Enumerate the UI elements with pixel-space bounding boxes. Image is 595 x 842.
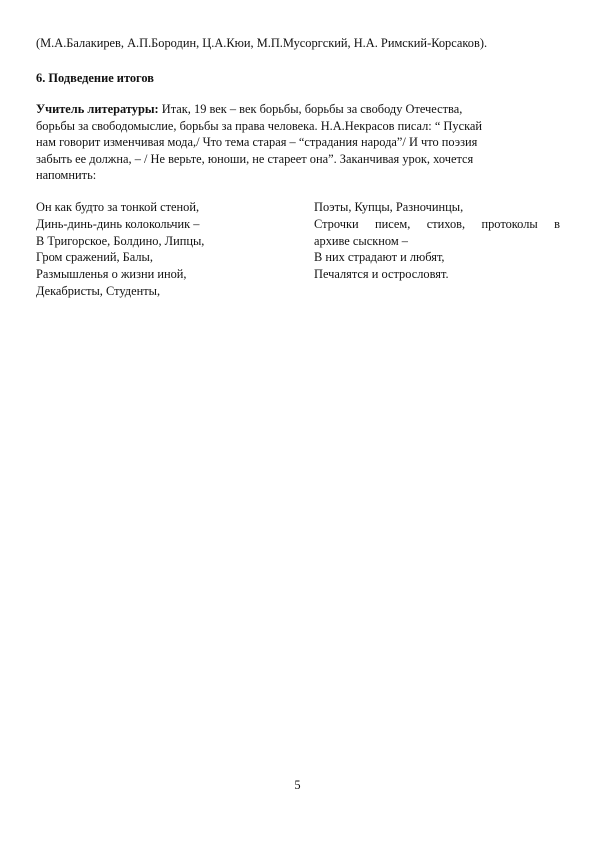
poem-left-line-2: Динь-динь-динь колокольчик –	[36, 216, 200, 231]
poem-right-column	[314, 199, 560, 283]
poem-word: протоколы	[481, 216, 538, 231]
poem-left-line-3: В Тригорское, Болдино, Липцы,	[36, 233, 205, 248]
poem-word: писем,	[374, 216, 411, 231]
poem-left-line-5: Размышленья о жизни иной,	[36, 267, 187, 282]
paragraph-line-2: борьбы за свободомыслие, борьбы за права человека. Н.А.Некрасов писал: “ Пускай	[36, 118, 483, 133]
poem-word: в	[554, 216, 560, 231]
poem-word: Строчки	[314, 216, 359, 231]
poem-right-line-3: архиве сыскном –	[314, 233, 408, 248]
poem-left-line-1: Он как будто за тонкой стеной,	[36, 200, 200, 214]
poem-right-line-1: Поэты, Купцы, Разночинцы,	[314, 200, 464, 214]
speaker-label: Учитель литературы:	[36, 102, 159, 116]
poem-left-line-4: Гром сражений, Балы,	[36, 250, 153, 265]
poem-left-column	[36, 199, 276, 300]
paragraph-line-4: забыть ее должна, – / Не верьте, юноши, не стареет она”. Заканчивая урок, хочется	[36, 151, 474, 166]
paragraph-line-3: нам говорит изменчивая мода,/ Что тема старая – “страдания народа”/ И что поэзия	[36, 135, 478, 149]
poem-right-line-2	[314, 216, 560, 233]
composers-list-line: (М.А.Балакирев, А.П.Бородин, Ц.А.Кюи, М.П.Мусоргский, Н.А. Римский-Корсаков).	[36, 36, 488, 50]
paragraph-line-1	[36, 101, 564, 118]
page-number: 5	[294, 778, 301, 792]
poem-left-line-6: Декабристы, Студенты,	[36, 283, 161, 298]
summary-paragraph	[36, 101, 564, 184]
section-heading: 6. Подведение итогов	[36, 71, 154, 85]
poem-right-line-4: В них страдают и любят,	[314, 250, 445, 265]
paragraph-line-1-text: Итак, 19 век – век борьбы, борьбы за свободу Отечества,	[158, 102, 463, 116]
poem-word: стихов,	[426, 216, 466, 231]
poem-right-line-5: Печалятся и острословят.	[314, 267, 449, 282]
paragraph-line-5: напомнить:	[36, 168, 97, 182]
